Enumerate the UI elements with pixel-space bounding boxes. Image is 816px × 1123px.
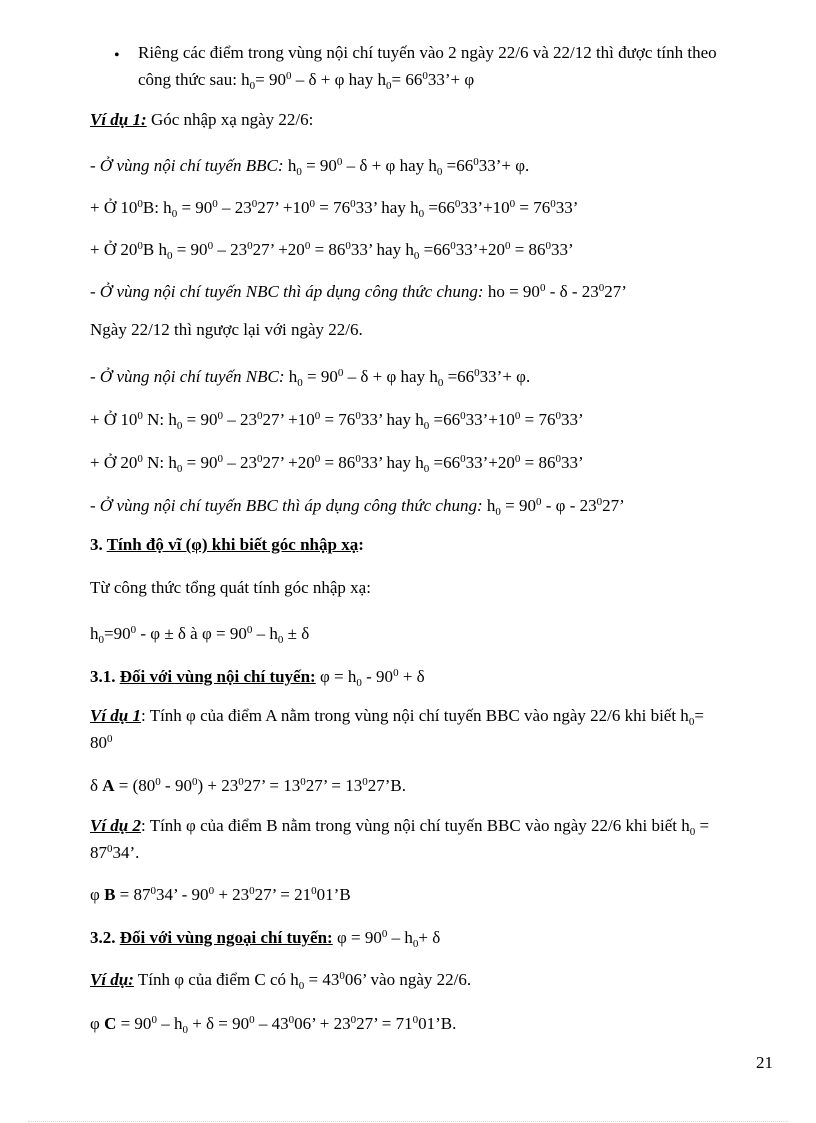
formula-line-12: δ $A = (80^0 - 90^0) + 23^027$’ = $13^027$’ = $13^027’B$. xyxy=(90,776,406,795)
example-3-2: Ví dụ: Tính φ của điểm C có $h_0 = 43^006$’ vào ngày 22/6. xyxy=(90,970,472,992)
formula-line-1: - Ở vùng nội chí tuyến BBC: $h_0 = 90^0 - \delta + \varphi$ hay $h_0$ $=66^033’+ \varphi$. xyxy=(90,156,530,178)
formula-line-7: + Ở $10^0$ N: $h_0 = 90^0 - 23^027$’ $+10^0 = 76^033$’ hay $h_0$ $=66^033’+10^0 = 76^033$’ xyxy=(90,410,584,432)
formula-line-6: - Ở vùng nội chí tuyến NBC: $h_0 = 90^0 - \delta + \varphi$ hay $h_0$ $=66^033’+ \varphi$. xyxy=(90,367,531,389)
bullet-icon: • xyxy=(114,47,120,64)
bullet-line-1: Riêng các điểm trong vùng nội chí tuyến vào 2 ngày 22/6 và 22/12 thì được tính theo xyxy=(138,43,717,62)
page-bottom-divider xyxy=(28,1121,788,1122)
formula-line-2: + Ở $10^0B$: $h_0 = 90^0 - 23^027$’ $+10^0 = 76^033$’ hay $h_0$ $=66^033’+10^0 = 76^033$’ xyxy=(90,198,579,220)
formula-line-4: - Ở vùng nội chí tuyến NBC thì áp dụng công thức chung: ho = $90^0$ - δ - $23^027$’ xyxy=(90,282,627,301)
formula-line-14: φ $C = 90^0 - h_0 + \delta = 90^0 - 43^006$’ + $23^027$’ = $71^001’B$. xyxy=(90,1014,457,1036)
example-3-1-b: Ví dụ 2: Tính φ của điểm B nằm trong vùng nội chí tuyến BBC vào ngày 22/6 khi biết $h_0$ = xyxy=(90,816,710,838)
formula-line-9: - Ở vùng nội chí tuyến BBC thì áp dụng công thức chung: $h_0 = 90^0 - \varphi - 23^027$’ xyxy=(90,496,625,518)
text-line-10: Từ công thức tổng quát tính góc nhập xạ: xyxy=(90,578,371,597)
formula-line-3: + Ở $20^0B$ $h_0 = 90^0 - 23^027$’ $+20^0 = 86^033$’ hay $h_0$ $=66^033’+20^0 = 86^033$’ xyxy=(90,240,574,262)
formula-line-8: + Ở $20^0$ N: $h_0 = 90^0 - 23^027$’ $+20^0 = 86^033$’ hay $h_0$ $=66^033’+20^0 = 86^033$’ xyxy=(90,453,584,475)
formula-line-13: φ $B = 87^034$’ - $90^0 + 23^027$’ = $21^001’B$ xyxy=(90,885,351,904)
example-1-heading: Ví dụ 1: Góc nhập xạ ngày 22/6: xyxy=(90,110,314,129)
text-line-5: Ngày 22/12 thì ngược lại với ngày 22/6. xyxy=(90,320,363,339)
section-3-2-heading: 3.2. Đối với vùng ngoại chí tuyến: $\varphi = 90^0 - h_0+ \delta$ xyxy=(90,928,441,950)
section-3-1-heading: 3.1. Đối với vùng nội chí tuyến: $\varphi = h_0 - 90^0 + \delta$ xyxy=(90,667,425,689)
formula-line-11: $h_0=90^0 - \varphi \pm \delta$ à $\varphi = 90^0 - h_0 \pm \delta$ xyxy=(90,624,310,646)
bullet-line-2: công thức sau: $h_0= 90^0 - \delta + \varphi$ hay $h_0=$ $66^033’+ \varphi$ xyxy=(138,70,475,92)
page-number: 21 xyxy=(756,1053,773,1072)
example-3-1-a-cont: $80^0$ xyxy=(90,733,113,752)
example-3-1-a: Ví dụ 1: Tính φ của điểm A nằm trong vùng nội chí tuyến BBC vào ngày 22/6 khi biết $h_0=$ xyxy=(90,706,704,728)
example-3-1-b-cont: $87^034$’. xyxy=(90,843,140,862)
section-3-heading: 3. Tính độ vĩ (φ) khi biết góc nhập xạ: xyxy=(90,535,364,554)
